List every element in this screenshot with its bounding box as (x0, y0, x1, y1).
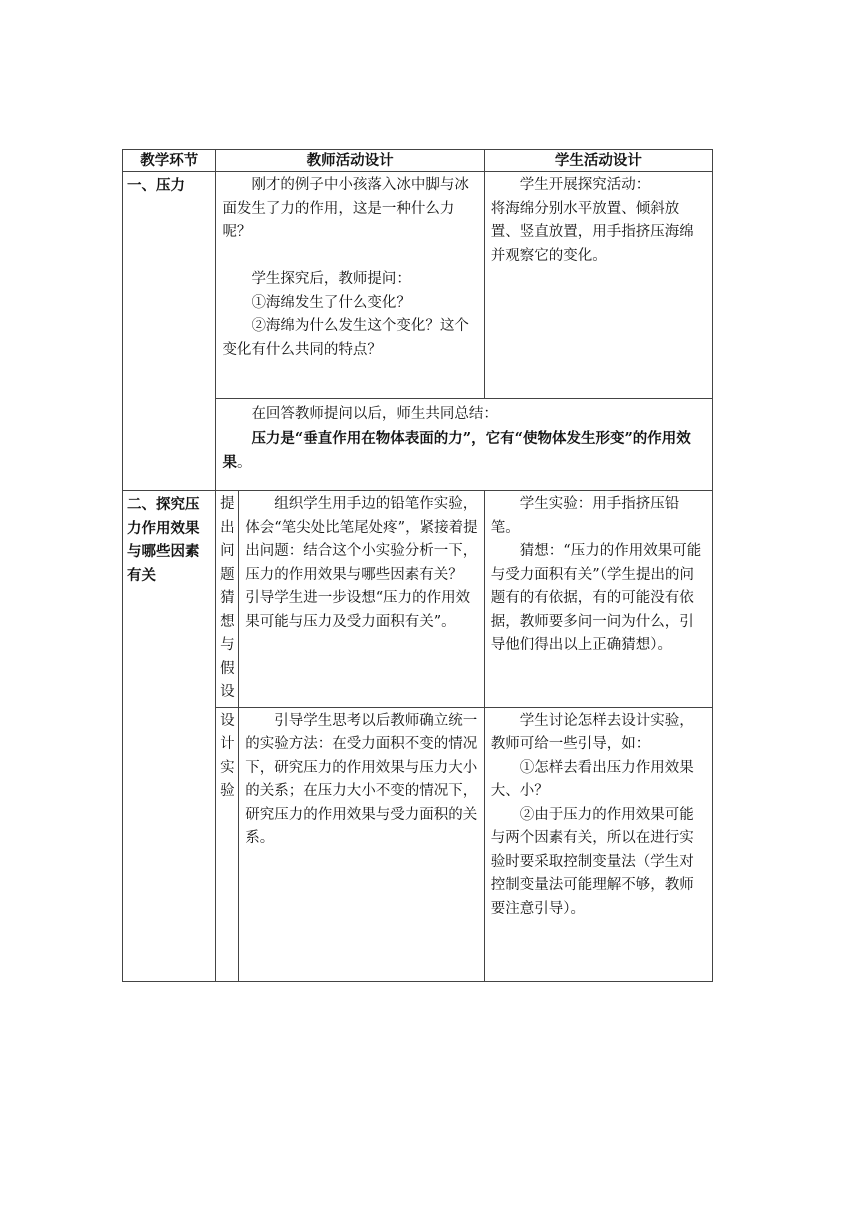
sub-char: 验 (220, 783, 235, 799)
sub-char: 设 (220, 684, 235, 700)
header-row (123, 150, 713, 172)
sub-char: 出 (220, 519, 235, 536)
summary-intro: 在回答教师提问以后，师生共同总结： (251, 406, 498, 422)
sub-char: 假 (220, 660, 235, 677)
section2-teacher-cell-2 (239, 707, 485, 981)
sub-char: 题 (220, 566, 235, 583)
section2-student-cell-2 (484, 707, 712, 981)
section1-student-line: 将海绵分别水平放置、倾斜放置、竖直放置，用手指挤压海绵并观察它的变化。 (490, 200, 694, 264)
sub-char: 设 (220, 712, 235, 729)
sub-char: 想 (220, 613, 235, 630)
section2-teacher-line: 引导学生进一步设想“压力的作用效果可能与压力及受力面积有关”。 (245, 590, 471, 630)
section2-teacher-cell-1 (239, 491, 485, 708)
sub-char: 猜 (220, 590, 235, 606)
section2-student-line: ①怎样去看出压力作用效果大、小？ (490, 759, 694, 799)
section1-stage: 一、压力 (123, 172, 216, 491)
summary-bold: 压力是“垂直作用在物体表面的力”，它有“使物体发生形变”的作用效果 (222, 429, 691, 471)
section2-student-line: 猜想：“压力的作用效果可能与受力面积有关”（学生提出的问题有的有依据，有的可能没有依据，教师要多问一问为什么，引导他们得出以上正确猜想）。 (490, 543, 702, 653)
section1-teacher-line: ②海绵为什么发生这个变化？这个变化有什么共同的特点？ (222, 318, 469, 358)
section1-teacher-line: 学生探究后，教师提问： (251, 271, 411, 287)
section2-teacher-line: 组织学生用手边的铅笔作实验，体会“笔尖处比笔尾处疼”，紧接着提出问题：结合这个小实验分析一下，压力的作用效果与哪些因素有关？ (245, 496, 478, 583)
section2-row1 (123, 491, 713, 708)
lesson-plan-table (122, 149, 713, 982)
section2-teacher-line: 引导学生思考以后教师确立统一的实验方法：在受力面积不变的情况下，研究压力的作用效果与压力大小的关系；在压力大小不变的情况下，研究压力的作用效果与受力面积的关系。 (245, 712, 478, 846)
section2-sub-label-2 (216, 707, 239, 981)
section2-student-line: ②由于压力的作用效果可能与两个因素有关，所以在进行实验时要采取控制变量法（学生对控制变量法可能理解不够，教师要注意引导）。 (490, 806, 694, 917)
section1-teacher-line (222, 245, 477, 269)
header-teacher: 教师活动设计 (216, 150, 484, 172)
section2-student-cell-1 (484, 491, 712, 708)
summary-text (222, 427, 706, 476)
section1-teacher-cell (216, 172, 484, 399)
sub-char: 实 (220, 759, 235, 776)
sub-char: 与 (220, 637, 235, 653)
section1-student-cell (484, 172, 712, 399)
sub-char: 问 (220, 543, 235, 559)
summary-end: 。 (236, 455, 252, 471)
section1-summary-cell (216, 399, 713, 491)
section1-student-line: 学生开展探究活动： (519, 177, 651, 193)
header-student: 学生活动设计 (484, 150, 712, 172)
section2-student-line: 学生实验：用手指挤压铅笔。 (490, 496, 680, 536)
section2-sub-label-1 (216, 491, 239, 708)
section1-row (123, 172, 713, 399)
sub-char: 提 (220, 496, 235, 512)
sub-char: 计 (220, 736, 235, 752)
section2-student-line: 学生讨论怎样去设计实验，教师可给一些引导，如： (490, 712, 694, 752)
section1-teacher-line: 刚才的例子中小孩落入冰中脚与冰面发生了力的作用，这是一种什么力呢？ (222, 177, 469, 240)
section2-stage: 二、探究压力作用效果与哪些因素有关 (123, 491, 216, 982)
section1-teacher-line: ①海绵发生了什么变化？ (251, 294, 411, 311)
header-stage: 教学环节 (123, 150, 216, 172)
